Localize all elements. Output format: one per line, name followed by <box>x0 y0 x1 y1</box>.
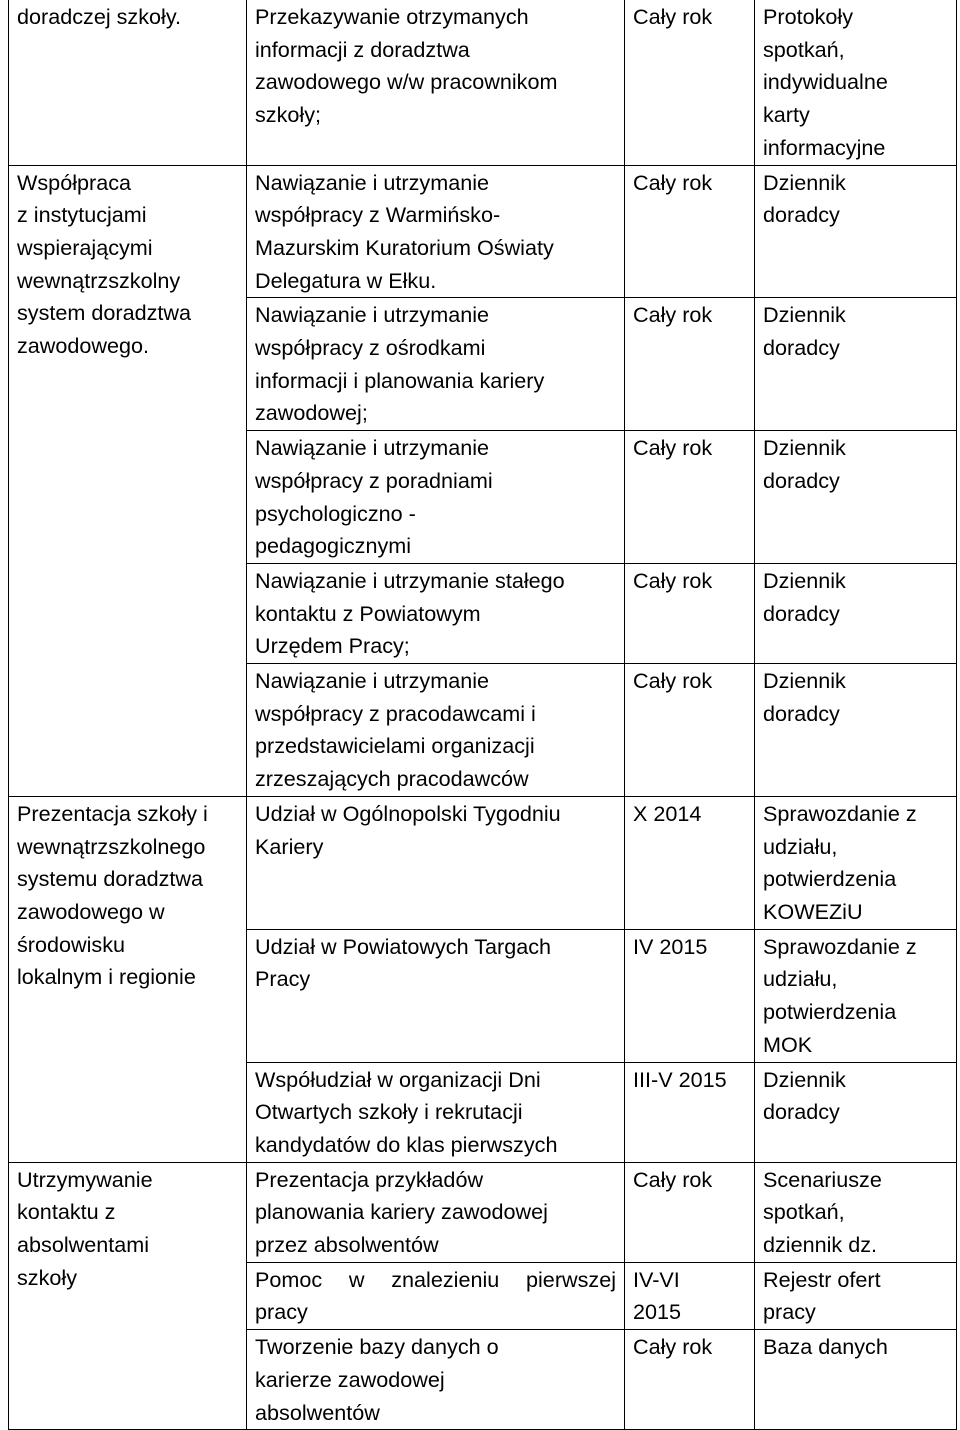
area-cell <box>9 1162 247 1430</box>
table-row <box>9 796 957 929</box>
task-line: zawodowej; <box>255 400 368 426</box>
task-line: kandydatów do klas pierwszych <box>255 1131 558 1157</box>
task-cell <box>247 796 625 929</box>
area-line: szkoły <box>17 1264 77 1290</box>
evidence-line: pracy <box>763 1299 816 1325</box>
evidence-line: Dziennik <box>763 302 846 328</box>
evidence-line: udziału, <box>763 966 838 992</box>
task-line: karierze zawodowej <box>255 1366 445 1392</box>
term-line: III-V 2015 <box>633 1066 727 1092</box>
task-line: pracy <box>255 1299 308 1325</box>
task-line: współpracy z poradniami <box>255 467 493 493</box>
area-line: system doradztwa <box>17 300 192 326</box>
area-line: wspierającymi <box>17 234 153 260</box>
task-line: absolwentów <box>255 1399 380 1425</box>
evidence-line: informacyjne <box>763 134 886 160</box>
term-line: Cały rok <box>633 567 713 593</box>
task-cell <box>247 298 625 431</box>
area-line: zawodowego w <box>17 898 165 924</box>
evidence-line: dziennik dz. <box>763 1232 878 1258</box>
task-cell <box>247 165 625 298</box>
task-line: Nawiązanie i utrzymanie <box>255 668 490 694</box>
task-line: Prezentacja przykładów <box>255 1166 484 1192</box>
term-cell <box>625 929 755 1062</box>
evidence-cell <box>755 929 957 1062</box>
task-line: przedstawicielami organizacji <box>255 733 535 759</box>
term-line: Cały rok <box>633 435 713 461</box>
evidence-cell <box>755 563 957 663</box>
table-row <box>9 0 957 165</box>
task-line: Kariery <box>255 833 324 859</box>
evidence-cell <box>755 1062 957 1162</box>
table-row <box>9 1162 957 1262</box>
evidence-line: potwierdzenia <box>763 999 897 1025</box>
evidence-cell <box>755 165 957 298</box>
term-line: IV 2015 <box>633 933 708 959</box>
evidence-line: MOK <box>763 1031 813 1057</box>
evidence-line: doradcy <box>763 202 840 228</box>
evidence-line: doradcy <box>763 335 840 361</box>
task-cell <box>247 431 625 564</box>
area-cell <box>9 0 247 165</box>
evidence-line: doradcy <box>763 700 840 726</box>
evidence-line: Dziennik <box>763 1066 846 1092</box>
term-cell <box>625 1262 755 1329</box>
evidence-line: Protokoły <box>763 4 854 29</box>
evidence-cell <box>755 0 957 165</box>
term-cell <box>625 1162 755 1262</box>
area-line: absolwentami <box>17 1232 150 1258</box>
area-cell <box>9 165 247 796</box>
area-cell <box>9 796 247 1162</box>
evidence-line: doradcy <box>763 600 840 626</box>
task-cell <box>247 664 625 797</box>
evidence-line: Baza danych <box>763 1334 888 1360</box>
term-line: Cały rok <box>633 1166 713 1192</box>
area-line: Współpraca <box>17 169 132 195</box>
term-cell <box>625 1062 755 1162</box>
area-line: środowisku <box>17 931 126 957</box>
area-line: wewnątrzszkolnego <box>17 833 206 859</box>
task-line: Pracy <box>255 966 311 992</box>
task-cell <box>247 929 625 1062</box>
evidence-line: doradcy <box>763 467 840 493</box>
evidence-line: KOWEZiU <box>763 898 863 924</box>
task-line: współpracy z pracodawcami i <box>255 700 536 726</box>
task-line: informacji z doradztwa <box>255 36 470 62</box>
task-line: zrzeszających pracodawców <box>255 766 529 792</box>
area-line: z instytucjami <box>17 202 147 228</box>
task-line: zawodowego w/w pracownikom <box>255 69 558 95</box>
area-line: Utrzymywanie <box>17 1166 153 1192</box>
term-cell <box>625 431 755 564</box>
evidence-cell <box>755 796 957 929</box>
evidence-cell <box>755 1262 957 1329</box>
term-line: X 2014 <box>633 800 702 826</box>
area-line: wewnątrzszkolny <box>17 267 181 293</box>
task-cell <box>247 0 625 165</box>
task-line: Nawiązanie i utrzymanie <box>255 169 490 195</box>
task-line: współpracy z ośrodkami <box>255 335 486 361</box>
area-line: Prezentacja szkoły i <box>17 800 208 826</box>
task-line: Delegatura w Ełku. <box>255 267 437 293</box>
term-line: Cały rok <box>633 4 713 29</box>
task-line: Nawiązanie i utrzymanie stałego <box>255 567 565 593</box>
evidence-line: Rejestr ofert <box>763 1266 881 1292</box>
task-line: Nawiązanie i utrzymanie <box>255 435 490 461</box>
task-line: przez absolwentów <box>255 1232 439 1258</box>
area-line: zawodowego. <box>17 333 150 359</box>
evidence-cell <box>755 298 957 431</box>
task-line: pedagogicznymi <box>255 533 412 559</box>
task-line: Urzędem Pracy; <box>255 633 410 659</box>
evidence-cell <box>755 664 957 797</box>
task-line: Współudział w organizacji Dni <box>255 1066 541 1092</box>
task-line: szkoły; <box>255 102 321 128</box>
term-line: 2015 <box>633 1299 682 1325</box>
evidence-cell <box>755 431 957 564</box>
evidence-line: spotkań, <box>763 1199 845 1225</box>
evidence-line: spotkań, <box>763 36 845 62</box>
task-cell <box>247 1162 625 1262</box>
area-line: lokalnym i regionie <box>17 964 196 990</box>
task-line: Nawiązanie i utrzymanie <box>255 302 490 328</box>
task-cell <box>247 563 625 663</box>
evidence-line: Dziennik <box>763 435 846 461</box>
task-line: Mazurskim Kuratorium Oświaty <box>255 234 554 260</box>
term-cell <box>625 664 755 797</box>
evidence-line: Dziennik <box>763 169 846 195</box>
evidence-line: udziału, <box>763 833 838 859</box>
task-line: Otwartych szkoły i rekrutacji <box>255 1099 523 1125</box>
task-line: Udział w Powiatowych Targach <box>255 933 552 959</box>
task-line: Przekazywanie otrzymanych <box>255 4 529 29</box>
task-cell <box>247 1262 625 1329</box>
term-cell <box>625 0 755 165</box>
term-line: Cały rok <box>633 169 713 195</box>
table-row <box>9 165 957 298</box>
evidence-line: Sprawozdanie z <box>763 933 917 959</box>
evidence-line: Sprawozdanie z <box>763 800 917 826</box>
task-line: Tworzenie bazy danych o <box>255 1334 499 1360</box>
task-cell <box>247 1330 625 1430</box>
evidence-cell <box>755 1330 957 1430</box>
task-line: Pomoc w znalezieniu pierwszej <box>255 1266 616 1292</box>
term-line: Cały rok <box>633 1334 713 1360</box>
task-line: informacji i planowania kariery <box>255 367 545 393</box>
term-line: IV-VI <box>633 1266 680 1292</box>
term-line: Cały rok <box>633 668 713 694</box>
term-cell <box>625 1330 755 1430</box>
term-cell <box>625 563 755 663</box>
document-page <box>8 0 956 1430</box>
area-line: kontaktu z <box>17 1199 116 1225</box>
term-cell <box>625 796 755 929</box>
task-line: współpracy z Warmińsko- <box>255 202 501 228</box>
task-line: kontaktu z Powiatowym <box>255 600 481 626</box>
evidence-line: Dziennik <box>763 668 846 694</box>
area-line: systemu doradztwa <box>17 866 204 892</box>
evidence-line: potwierdzenia <box>763 866 897 892</box>
evidence-line: indywidualne <box>763 69 888 95</box>
term-cell <box>625 165 755 298</box>
task-cell <box>247 1062 625 1162</box>
task-line: Udział w Ogólnopolski Tygodniu <box>255 800 561 826</box>
evidence-line: doradcy <box>763 1099 840 1125</box>
evidence-line: Scenariusze <box>763 1166 882 1192</box>
task-line: planowania kariery zawodowej <box>255 1199 548 1225</box>
evidence-cell <box>755 1162 957 1262</box>
evidence-line: Dziennik <box>763 567 846 593</box>
career-guidance-plan-table <box>8 0 957 1430</box>
term-cell <box>625 298 755 431</box>
area-line: doradczej szkoły. <box>17 4 182 29</box>
task-line: psychologiczno - <box>255 500 416 526</box>
term-line: Cały rok <box>633 302 713 328</box>
evidence-line: karty <box>763 102 810 128</box>
